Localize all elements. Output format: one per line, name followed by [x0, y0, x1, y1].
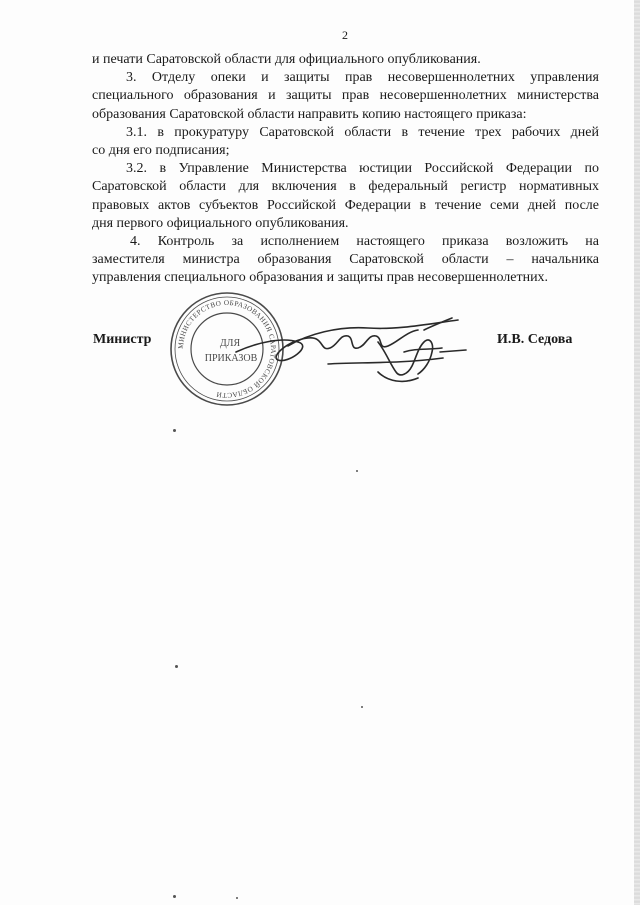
- paragraph-line: и печати Саратовской области для официального опубликования.: [92, 52, 481, 67]
- paragraph-line: 3.2. в Управление Министерства юстиции Российской Федерации по: [126, 161, 599, 177]
- scan-speck: [175, 665, 178, 668]
- scan-speck: [361, 706, 363, 708]
- paragraph-line: специального образования и защиты прав несовершеннолетних министерства: [92, 88, 599, 104]
- paragraph-line: со дня его подписания;: [92, 142, 230, 158]
- scan-speck: [173, 429, 176, 432]
- paragraph-line: 3. Отделу опеки и защиты прав несовершеннолетних управления: [126, 70, 599, 86]
- paragraph-line: 3.1. в прокуратуру Саратовской области в течение трех рабочих дней: [126, 124, 599, 140]
- paragraph-line: заместителя министра образования Саратовской области – начальника: [92, 252, 599, 268]
- stamp-center-line1: ДЛЯ: [219, 338, 241, 349]
- signatory-name: И.В. Седова: [497, 332, 573, 347]
- paragraph-line: образования Саратовской области направить копию настоящего приказа:: [92, 106, 527, 122]
- scan-speck: [356, 470, 358, 472]
- paragraph-line: управления специального образования и защиты прав несовершеннолетних.: [92, 270, 549, 286]
- handwritten-signature: [228, 312, 478, 390]
- paragraph-line: правовых актов субъектов Российской Федерации в течение семи дней после: [92, 197, 599, 213]
- signatory-title: Министр: [93, 332, 152, 347]
- scan-speck: [236, 897, 238, 899]
- page-number: 2: [342, 28, 348, 42]
- stamp-ring-text: МИНИСТЕРСТВО ОБРАЗОВАНИЯ САРАТОВСКОЙ ОБЛАСТИ: [176, 298, 278, 400]
- paragraph-line: Саратовской области для включения в федеральный регистр нормативных: [92, 179, 599, 195]
- paragraph-line: дня первого официального опубликования.: [92, 215, 349, 231]
- document-body: [92, 51, 599, 287]
- scan-speck: [173, 895, 176, 898]
- stamp-center-line2: ПРИКАЗОВ: [204, 353, 258, 364]
- scan-edge: [634, 0, 640, 905]
- paragraph-line: 4. Контроль за исполнением настоящего приказа возложить на: [130, 233, 599, 249]
